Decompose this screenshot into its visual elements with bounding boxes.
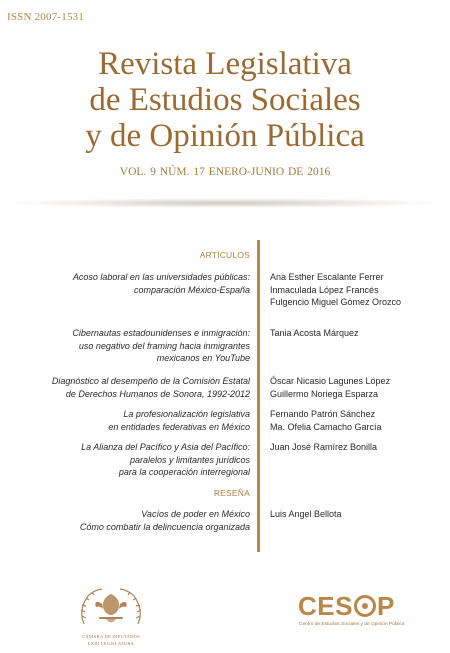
author-name: Fulgencio Miguel Gómez Orozco: [270, 297, 402, 307]
camara-diputados-logo: [72, 584, 150, 648]
article-authors: [270, 327, 445, 340]
section-label-review: RESEÑA: [213, 488, 250, 498]
author-name: Óscar Nicasio Lagunes López: [270, 376, 391, 386]
author-name: Tania Acosta Márquez: [270, 328, 359, 338]
article-title-line: Cibernautas estadounidenses e inmigración:: [72, 328, 250, 338]
article-title-line: para la cooperación interregional: [118, 467, 250, 477]
article-title-line: Diagnóstico al desempeño de la Comisión Estatal: [51, 376, 250, 386]
article-title-line: de Derechos Humanos de Sonora, 1992-2012: [65, 388, 250, 399]
cesop-subtitle: Centro de Estudios Sociales y de Opinión Pública: [299, 622, 405, 627]
cesop-wordmark-left: CES: [298, 591, 353, 621]
review-title-line: Vacíos de poder en México: [141, 509, 250, 519]
article-title: [15, 375, 250, 400]
target-o-icon: [354, 595, 376, 617]
mexican-coat-of-arms-seal-icon: [72, 584, 150, 632]
article-authors: [270, 271, 445, 309]
article-title-line: La profesionalización legislativa: [123, 409, 250, 419]
logo-caption-line-2: LXIII LEGISLATURA: [87, 641, 135, 646]
author-name: Luis Angel Bellota: [270, 509, 342, 519]
cesop-wordmark-right: P: [376, 591, 395, 621]
article-title: [15, 271, 250, 296]
author-name: Juan José Ramírez Bonilla: [270, 442, 378, 452]
vertical-rule: [257, 240, 260, 552]
author-name: Ana Esther Escalante Ferrer: [270, 272, 384, 282]
journal-title-line-2: de Estudios Sociales: [89, 82, 361, 118]
section-label-articles: ARTÍCULOS: [199, 250, 250, 260]
journal-title-line-1: Revista Legislativa: [98, 46, 352, 82]
article-authors: [270, 408, 445, 433]
logo-caption-line-1: CÁMARA DE DIPUTADOS: [82, 634, 140, 639]
author-name: Guillermo Noriega Esparza: [270, 388, 379, 399]
article-title-line: La Alianza del Pacífico y Asia del Pacífico:: [81, 442, 250, 452]
journal-title-line-3: y de Opinión Pública: [85, 118, 365, 154]
article-title-line: uso negativo del framing hacia inmigrantes: [78, 340, 250, 351]
issue-info: VOL. 9 NÚM. 17 ENERO-JUNIO DE 2016: [119, 166, 331, 178]
cesop-logo: [298, 592, 418, 636]
issn-label: ISSN 2007-1531: [7, 11, 85, 23]
article-authors: [270, 441, 445, 454]
title-shadow-divider: [12, 198, 438, 208]
article-title: [15, 408, 250, 433]
article-title-line: mexicanos en YouTube: [156, 353, 250, 363]
article-title: [15, 327, 250, 365]
article-title-line: paralelos y limitantes jurídicos: [129, 454, 250, 465]
article-title-line: Acoso laboral en las universidades públicas:: [72, 272, 250, 282]
author-name: Ma. Ofelia Camacho García: [270, 421, 382, 432]
author-name: Fernando Patrón Sánchez: [270, 409, 376, 419]
article-title-line: comparación México-España: [133, 284, 250, 295]
article-title-line: en entidades federativas en México: [108, 421, 250, 432]
cesop-wordmark: [298, 592, 395, 620]
review-authors: [270, 508, 445, 521]
author-name: Inmaculada López Francés: [270, 284, 379, 295]
article-authors: [270, 375, 445, 400]
review-title: [15, 508, 250, 533]
review-title-line: Cómo combatir la delincuencia organizada: [79, 521, 250, 532]
article-title: [15, 441, 250, 479]
